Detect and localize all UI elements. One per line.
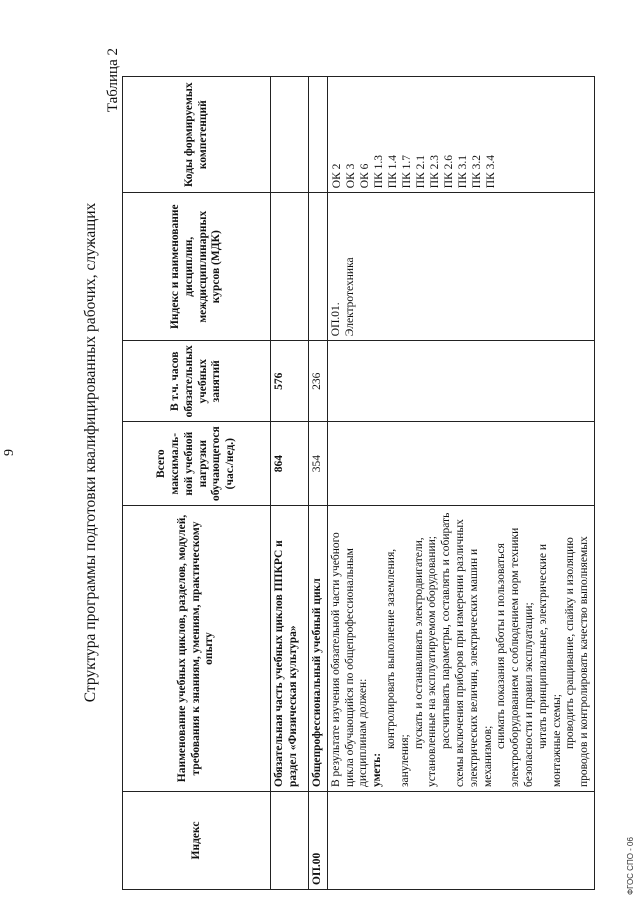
skill-item: рассчитывать параметры, составлять и собирать схемы включения приборов при измерении различных электрических величин, электрических машин и механизмов; <box>440 512 494 787</box>
page-title: Структура программы подготовки квалифицированных рабочих, служащих <box>82 202 99 703</box>
header-name: Наименование учебных циклов, разделов, модулей, требования к знаниям, умениям, практическому опыту <box>123 506 271 792</box>
competency-code: ОК 3 <box>344 163 357 189</box>
competency-codes-cell <box>327 77 594 193</box>
cycle-total: 354 <box>309 422 328 506</box>
summary-codes-cell <box>271 77 309 193</box>
header-including-hours: В т.ч. часов обязательных учебных занятий <box>123 341 271 422</box>
table-row <box>327 77 594 890</box>
competency-code: ПК 2.1 <box>414 154 427 189</box>
competency-code: ПК 1.7 <box>400 154 413 189</box>
requirements-cell <box>327 506 594 792</box>
competency-code: ПК 2.6 <box>442 154 455 189</box>
mdk-code: ОП.01. <box>329 302 342 337</box>
footer-mark: ФГОС СПО - 06 <box>626 837 635 895</box>
table-caption: Таблица 2 <box>105 48 121 113</box>
skills-heading: уметь: <box>371 752 384 787</box>
competency-code: ОК 2 <box>330 163 343 189</box>
header-index: Индекс <box>123 792 271 890</box>
skill-item: проводить сращивание, спайку и изоляцию проводов и контролировать качество выполняемых <box>564 536 591 787</box>
mdk-name: Электротехника <box>343 257 356 337</box>
table-row <box>271 77 309 890</box>
skill-item: контролировать выполнение заземления, зануления; <box>384 548 411 787</box>
summary-including: 576 <box>271 341 309 422</box>
requirements-intro: В результате изучения обязательной части учебного цикла обучающийся по общепрофессиональным дисциплинам должен: <box>329 532 370 787</box>
page-number: 9 <box>2 449 17 456</box>
skill-item: пускать и останавливать электродвигатели, установленные на эксплуатируемом оборудовании; <box>412 536 439 787</box>
detail-index-cell <box>327 792 594 890</box>
table-header-row <box>123 77 271 890</box>
mdk-cell <box>327 193 594 341</box>
summary-name: Обязательная часть учебных циклов ППКРС и раздел «Физическая культура» <box>271 506 309 792</box>
competency-code: ПК 3.4 <box>484 154 497 189</box>
cycle-including: 236 <box>309 341 328 422</box>
program-structure-table <box>122 76 595 890</box>
detail-including-cell <box>327 341 594 422</box>
header-total-load: Всего максималь-ной учебной нагрузки обучающегося (час./нед.) <box>123 422 271 506</box>
competency-code: ПК 3.2 <box>470 154 483 189</box>
header-mdk: Индекс и наименование дисциплин, междисциплинарных курсов (МДК) <box>123 193 271 341</box>
competency-code: ОК 6 <box>358 163 371 189</box>
competency-code: ПК 3.1 <box>456 154 469 189</box>
header-competency-codes: Коды формируемых компетенций <box>123 77 271 193</box>
summary-index-cell <box>271 792 309 890</box>
summary-total: 864 <box>271 422 309 506</box>
competency-code: ПК 2.3 <box>428 154 441 189</box>
cycle-index: ОП.00 <box>309 792 328 890</box>
cycle-name: Общепрофессиональный учебный цикл <box>309 506 328 792</box>
cycle-mdk-cell <box>309 193 328 341</box>
cycle-codes-cell <box>309 77 328 193</box>
detail-total-cell <box>327 422 594 506</box>
summary-mdk-cell <box>271 193 309 341</box>
skill-item: снимать показания работы и пользоваться электрооборудованием с соблюдением норм техники безопасности и правил эксплуатации; <box>495 527 535 787</box>
competency-code: ПК 1.3 <box>372 154 385 189</box>
skill-item: читать принципиальные, электрические и монтажные схемы; <box>536 543 563 787</box>
competency-code: ПК 1.4 <box>386 154 399 189</box>
table-row <box>309 77 328 890</box>
